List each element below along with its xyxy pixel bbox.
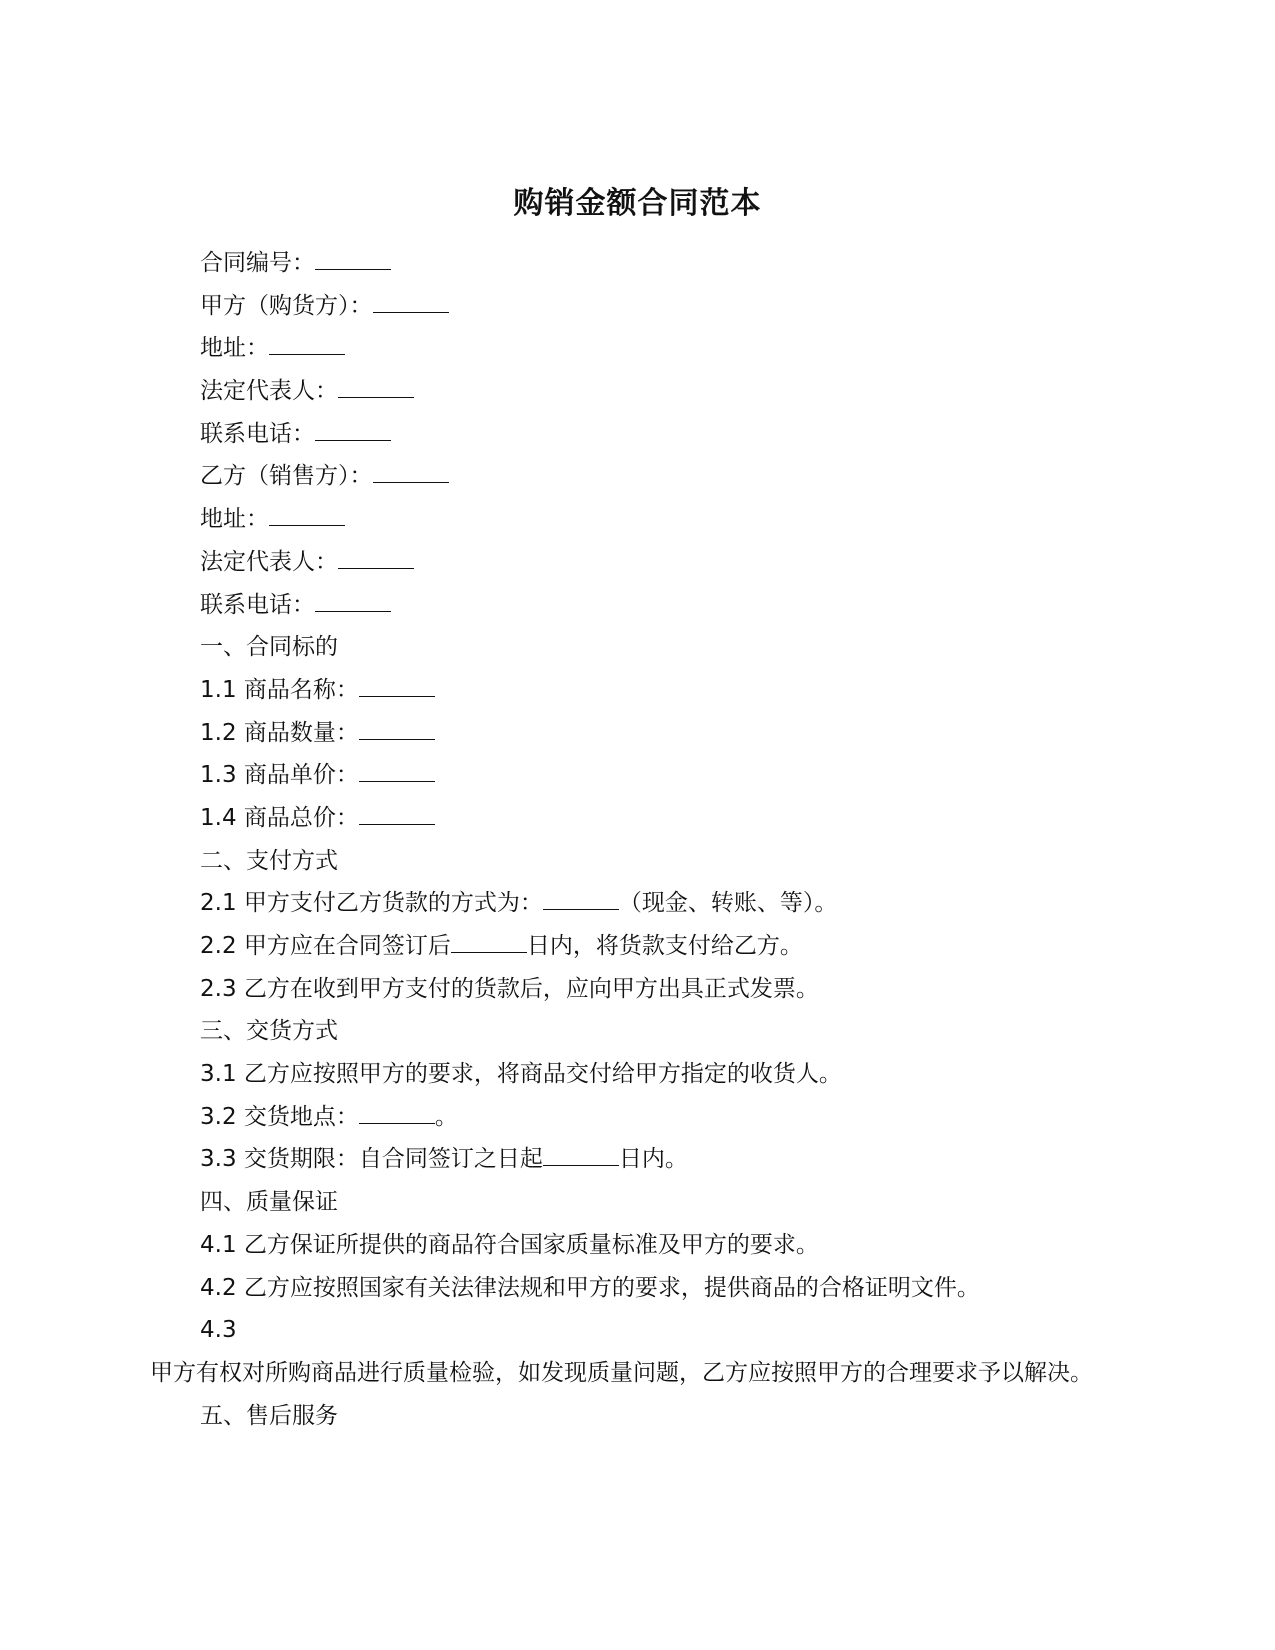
fill-in-blank <box>338 550 414 569</box>
section-heading <box>150 626 1140 669</box>
line-text: 1.2 商品数量： <box>200 719 359 746</box>
line-text: 1.3 商品单价： <box>200 762 359 789</box>
line-text-after: 。 <box>434 1103 458 1130</box>
wrapped-paragraph: 甲方有权对所购商品进行质量检验，如发现质量问题，乙方应按照甲方的合理要求予以解决。 <box>150 1359 1093 1386</box>
line-text: 地址： <box>200 335 269 362</box>
fill-in-blank <box>269 507 345 526</box>
doc-line <box>150 327 1140 370</box>
fill-in-blank <box>359 678 435 697</box>
line-text: 3.1 乙方应按照甲方的要求，将商品交付给甲方指定的收货人。 <box>200 1061 842 1088</box>
line-text: 3.3 交货期限：自合同签订之日起 <box>200 1146 543 1173</box>
doc-line <box>150 669 1140 712</box>
line-text: 2.3 乙方在收到甲方支付的货款后，应向甲方出具正式发票。 <box>200 975 819 1002</box>
line-text: 3.2 交货地点： <box>200 1103 359 1130</box>
line-text: 联系电话： <box>200 420 315 447</box>
doc-line <box>150 1138 1140 1181</box>
line-text: 2.2 甲方应在合同签订后 <box>200 933 451 959</box>
doc-line <box>150 1096 1140 1139</box>
fill-in-blank <box>359 806 435 825</box>
doc-line <box>150 1309 1140 1352</box>
fill-in-blank <box>359 1105 435 1124</box>
section-heading <box>150 1395 1140 1438</box>
fill-in-blank <box>359 763 435 782</box>
doc-line <box>150 370 1140 413</box>
line-text: 4.1 乙方保证所提供的商品符合国家质量标准及甲方的要求。 <box>200 1231 819 1258</box>
fill-in-blank <box>543 1147 619 1166</box>
line-text-after: 日内，将货款支付给乙方。 <box>526 933 803 959</box>
doc-line <box>150 925 1140 968</box>
doc-line <box>150 1053 1140 1096</box>
fill-in-blank <box>451 934 527 953</box>
doc-line <box>150 285 1140 328</box>
line-text-after: （现金、转账、等）。 <box>618 890 838 917</box>
line-text: 2.1 甲方支付乙方货款的方式为： <box>200 890 543 917</box>
line-text: 五、售后服务 <box>200 1402 338 1429</box>
line-text: 三、交货方式 <box>200 1018 338 1045</box>
line-text-after: 日内。 <box>618 1146 688 1173</box>
doc-line <box>150 882 1140 925</box>
fill-in-blank <box>373 464 449 483</box>
doc-line <box>150 584 1140 627</box>
fill-in-blank <box>338 379 414 398</box>
document-title: 购销金额合同范本 <box>513 186 762 221</box>
line-text: 4.3 <box>200 1317 237 1344</box>
section-heading <box>150 1181 1140 1224</box>
line-text: 1.4 商品总价： <box>200 804 359 831</box>
line-text: 乙方（销售方）： <box>200 463 373 490</box>
doc-line <box>150 712 1140 755</box>
fill-in-blank <box>315 593 391 612</box>
doc-line <box>150 541 1140 584</box>
line-text: 一、合同标的 <box>200 634 338 661</box>
section-heading <box>150 840 1140 883</box>
line-text: 合同编号： <box>200 250 315 276</box>
line-text: 法定代表人： <box>200 548 338 575</box>
line-text: 法定代表人： <box>200 378 338 405</box>
line-text: 二、支付方式 <box>200 847 338 874</box>
line-text: 地址： <box>200 506 269 533</box>
doc-line <box>150 498 1140 541</box>
line-text: 甲方（购货方）： <box>200 292 373 319</box>
doc-line <box>150 797 1140 840</box>
line-text: 4.2 乙方应按照国家有关法律法规和甲方的要求，提供商品的合格证明文件。 <box>200 1274 980 1301</box>
document-body <box>150 242 1140 1437</box>
doc-line <box>150 242 1140 285</box>
fill-in-blank <box>315 251 391 270</box>
fill-in-blank <box>373 294 449 313</box>
line-text: 1.1 商品名称： <box>200 676 359 703</box>
line-text: 联系电话： <box>200 591 315 618</box>
doc-line <box>150 413 1140 456</box>
doc-line <box>150 754 1140 797</box>
fill-in-blank <box>315 422 391 441</box>
doc-line <box>150 968 1140 1011</box>
fill-in-blank <box>269 336 345 355</box>
fill-in-blank <box>543 891 619 910</box>
section-heading <box>150 1010 1140 1053</box>
doc-line <box>150 1267 1140 1310</box>
line-text: 四、质量保证 <box>200 1189 338 1216</box>
doc-line <box>150 1224 1140 1267</box>
doc-line <box>150 455 1140 498</box>
fill-in-blank <box>359 721 435 740</box>
